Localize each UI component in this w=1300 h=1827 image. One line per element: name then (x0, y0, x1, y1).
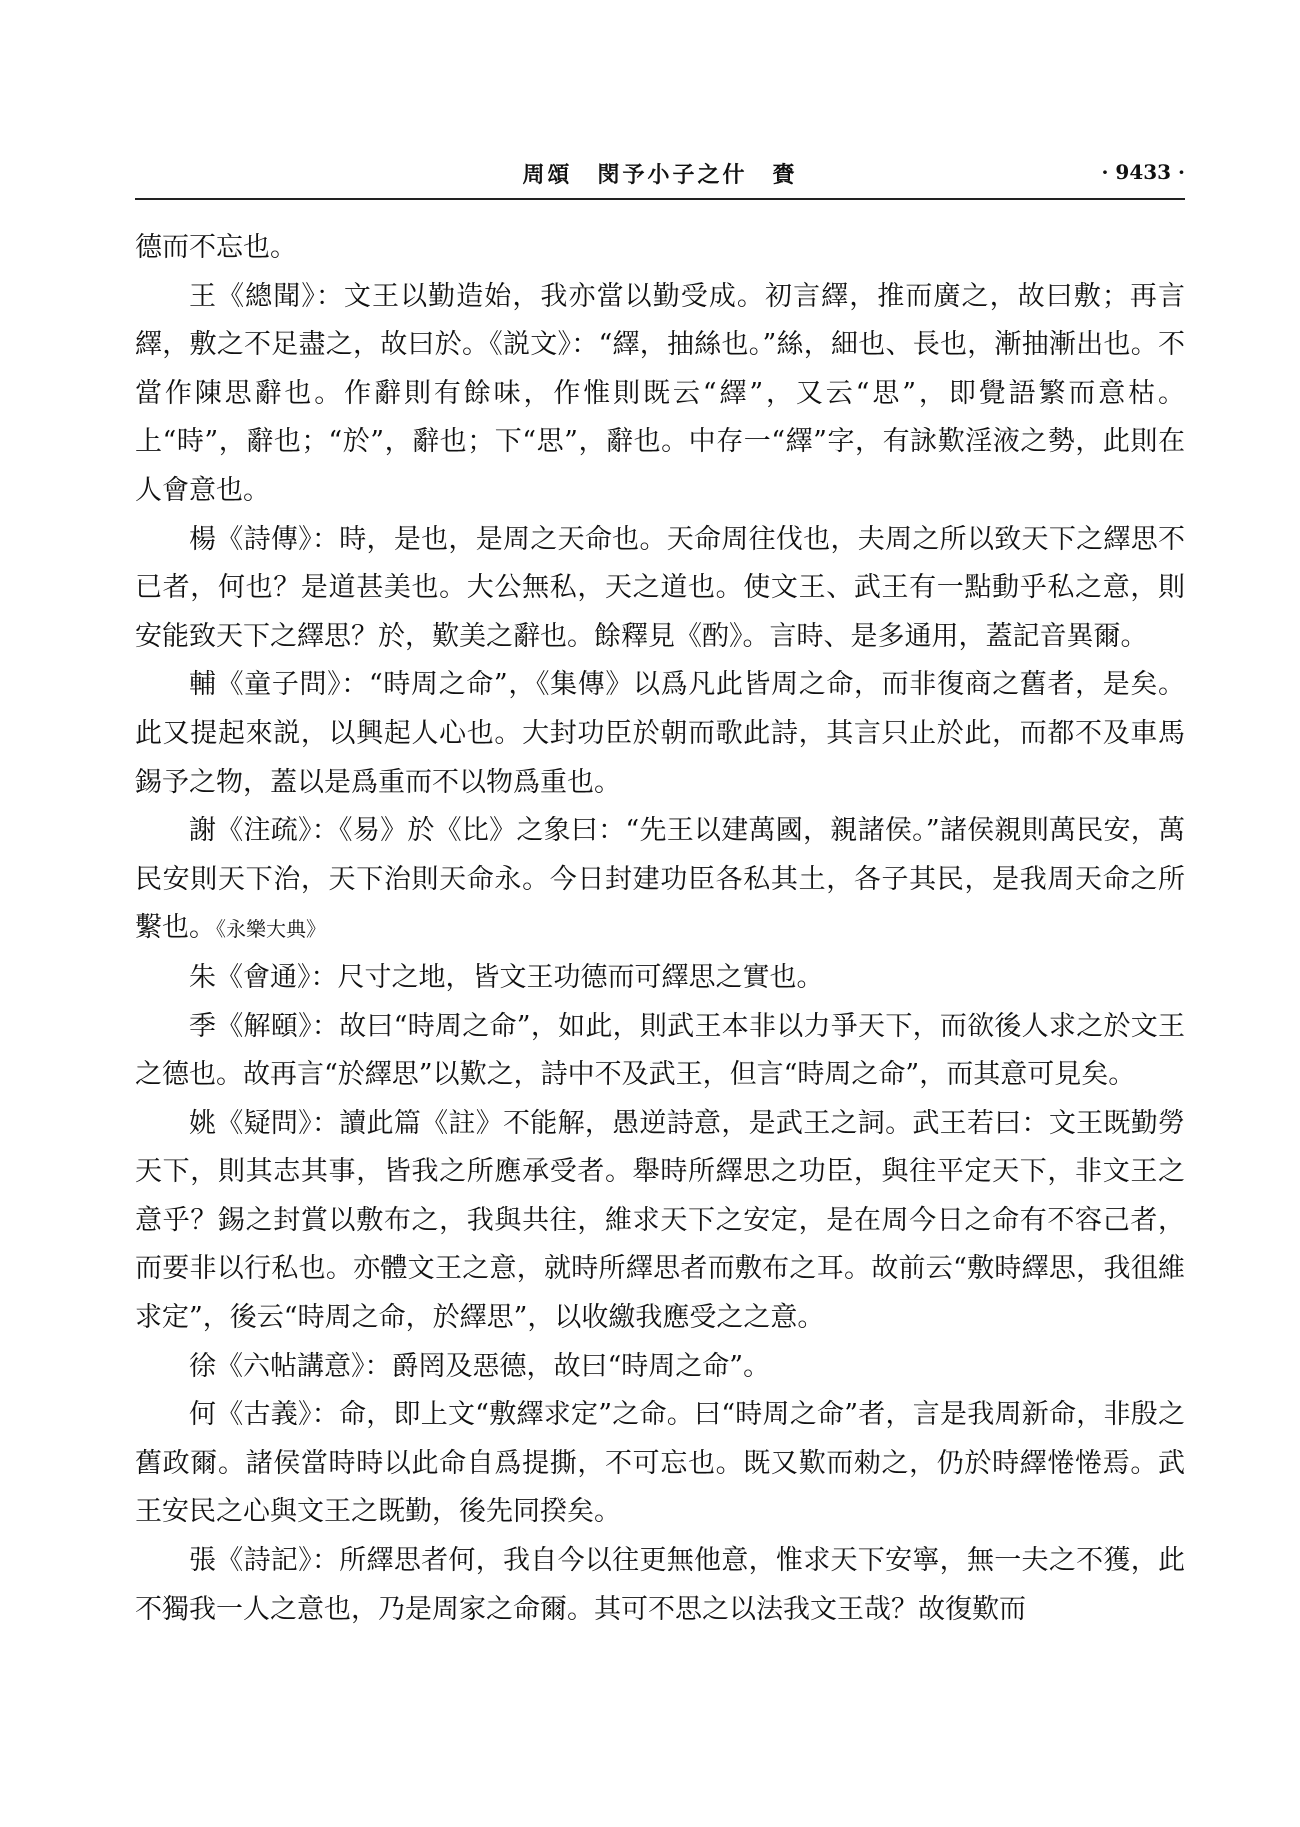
paragraph-text: 季《解頤》：故曰“時周之命”，如此，則武王本非以力爭天下，而欲後人求之於文王之德也。故再言“於繹思”以歎之，詩中不及武王，但言“時周之命”，而其意可見矣。 (135, 1010, 1185, 1091)
text-body (135, 224, 1185, 1634)
paragraph (135, 1343, 1185, 1392)
paragraph-text: 姚《疑問》：讀此篇《註》不能解，愚逆詩意，是武王之詞。武王若曰：文王既勤勞天下，則其志其事，皆我之所應承受者。舉時所繹思之功臣，與往平定天下，非文王之意乎？錫之封賞以敷布之，我與共往，維求天下之安定，是在周今日之命有不容己者，而要非以行私也。亦體文王之意，就時所繹思者而敷布之耳。故前云“敷時繹思，我徂維求定”，後云“時周之命，於繹思”，以收繳我應受之之意。 (135, 1107, 1185, 1334)
running-title: 周頌 閔予小子之什 賚 (522, 162, 798, 188)
paragraph-text: 徐《六帖講意》：爵罔及惡德，故曰“時周之命”。 (189, 1350, 771, 1382)
paragraph-text: 王《總聞》：文王以勤造始，我亦當以勤受成。初言繹，推而廣之，故曰敷；再言繹，敷之不足盡之，故曰於。《説文》：“繹，抽絲也。”絲，細也、長也，漸抽漸出也。不當作陳思辭也。作辭則有餘味，作惟則既云“繹”，又云“思”，即覺語繁而意枯。上“時”，辭也；“於”，辭也；下“思”，辭也。中存一“繹”字，有詠歎淫液之勢，此則在人會意也。 (135, 280, 1185, 506)
paragraph (135, 273, 1185, 516)
paragraph-text: 楊《詩傳》：時，是也，是周之天命也。天命周往伐也，夫周之所以致天下之繹思不已者，何也？是道甚美也。大公無私，天之道也。使文王、武王有一點動乎私之意，則安能致天下之繹思？於，歎美之辭也。餘釋見《酌》。言時、是多通用，蓋記音異爾。 (135, 523, 1185, 652)
paragraph-text: 朱《會通》：尺寸之地，皆文王功德而可繹思之實也。 (189, 961, 824, 993)
paragraph (135, 516, 1185, 662)
paragraph (135, 224, 1185, 273)
page-header (135, 158, 1185, 200)
source-note: 《永樂大典》 (216, 917, 326, 942)
paragraph (135, 1391, 1185, 1537)
paragraph (135, 1100, 1185, 1343)
paragraph (135, 661, 1185, 807)
paragraph-text: 張《詩記》：所繹思者何，我自今以往更無他意，惟求天下安寧，無一夫之不獲，此不獨我一人之意也，乃是周家之命爾。其可不思之以法我文王哉？故復歎而 (135, 1545, 1185, 1625)
paragraph-text: 德而不忘也。 (135, 232, 297, 263)
paragraph (135, 1003, 1185, 1100)
paragraph-text: 謝《注疏》：《易》於《比》之象曰：“先王以建萬國，親諸侯。”諸侯親則萬民安，萬民安則天下治，天下治則天命永。今日封建功臣各私其土，各子其民，是我周天命之所繫也。 (135, 815, 1185, 944)
paragraph (135, 1537, 1185, 1634)
paragraph-text: 何《古義》：命，即上文“敷繹求定”之命。曰“時周之命”者，言是我周新命，非殷之舊政爾。諸侯當時時以此命自爲提撕，不可忘也。既又歎而勑之，仍於時繹惓惓焉。武王安民之心與文王之既勤，後先同揆矣。 (135, 1399, 1185, 1528)
page-number: · 9433 · (1101, 160, 1185, 184)
paragraph-text: 輔《童子問》：“時周之命”，《集傳》以爲凡此皆周之命，而非復商之舊者，是矣。此又提起來説，以興起人心也。大封功臣於朝而歌此詩，其言只止於此，而都不及車馬錫予之物，蓋以是爲重而不以物爲重也。 (135, 669, 1185, 798)
paragraph (135, 954, 1185, 1003)
paragraph (135, 807, 1185, 954)
